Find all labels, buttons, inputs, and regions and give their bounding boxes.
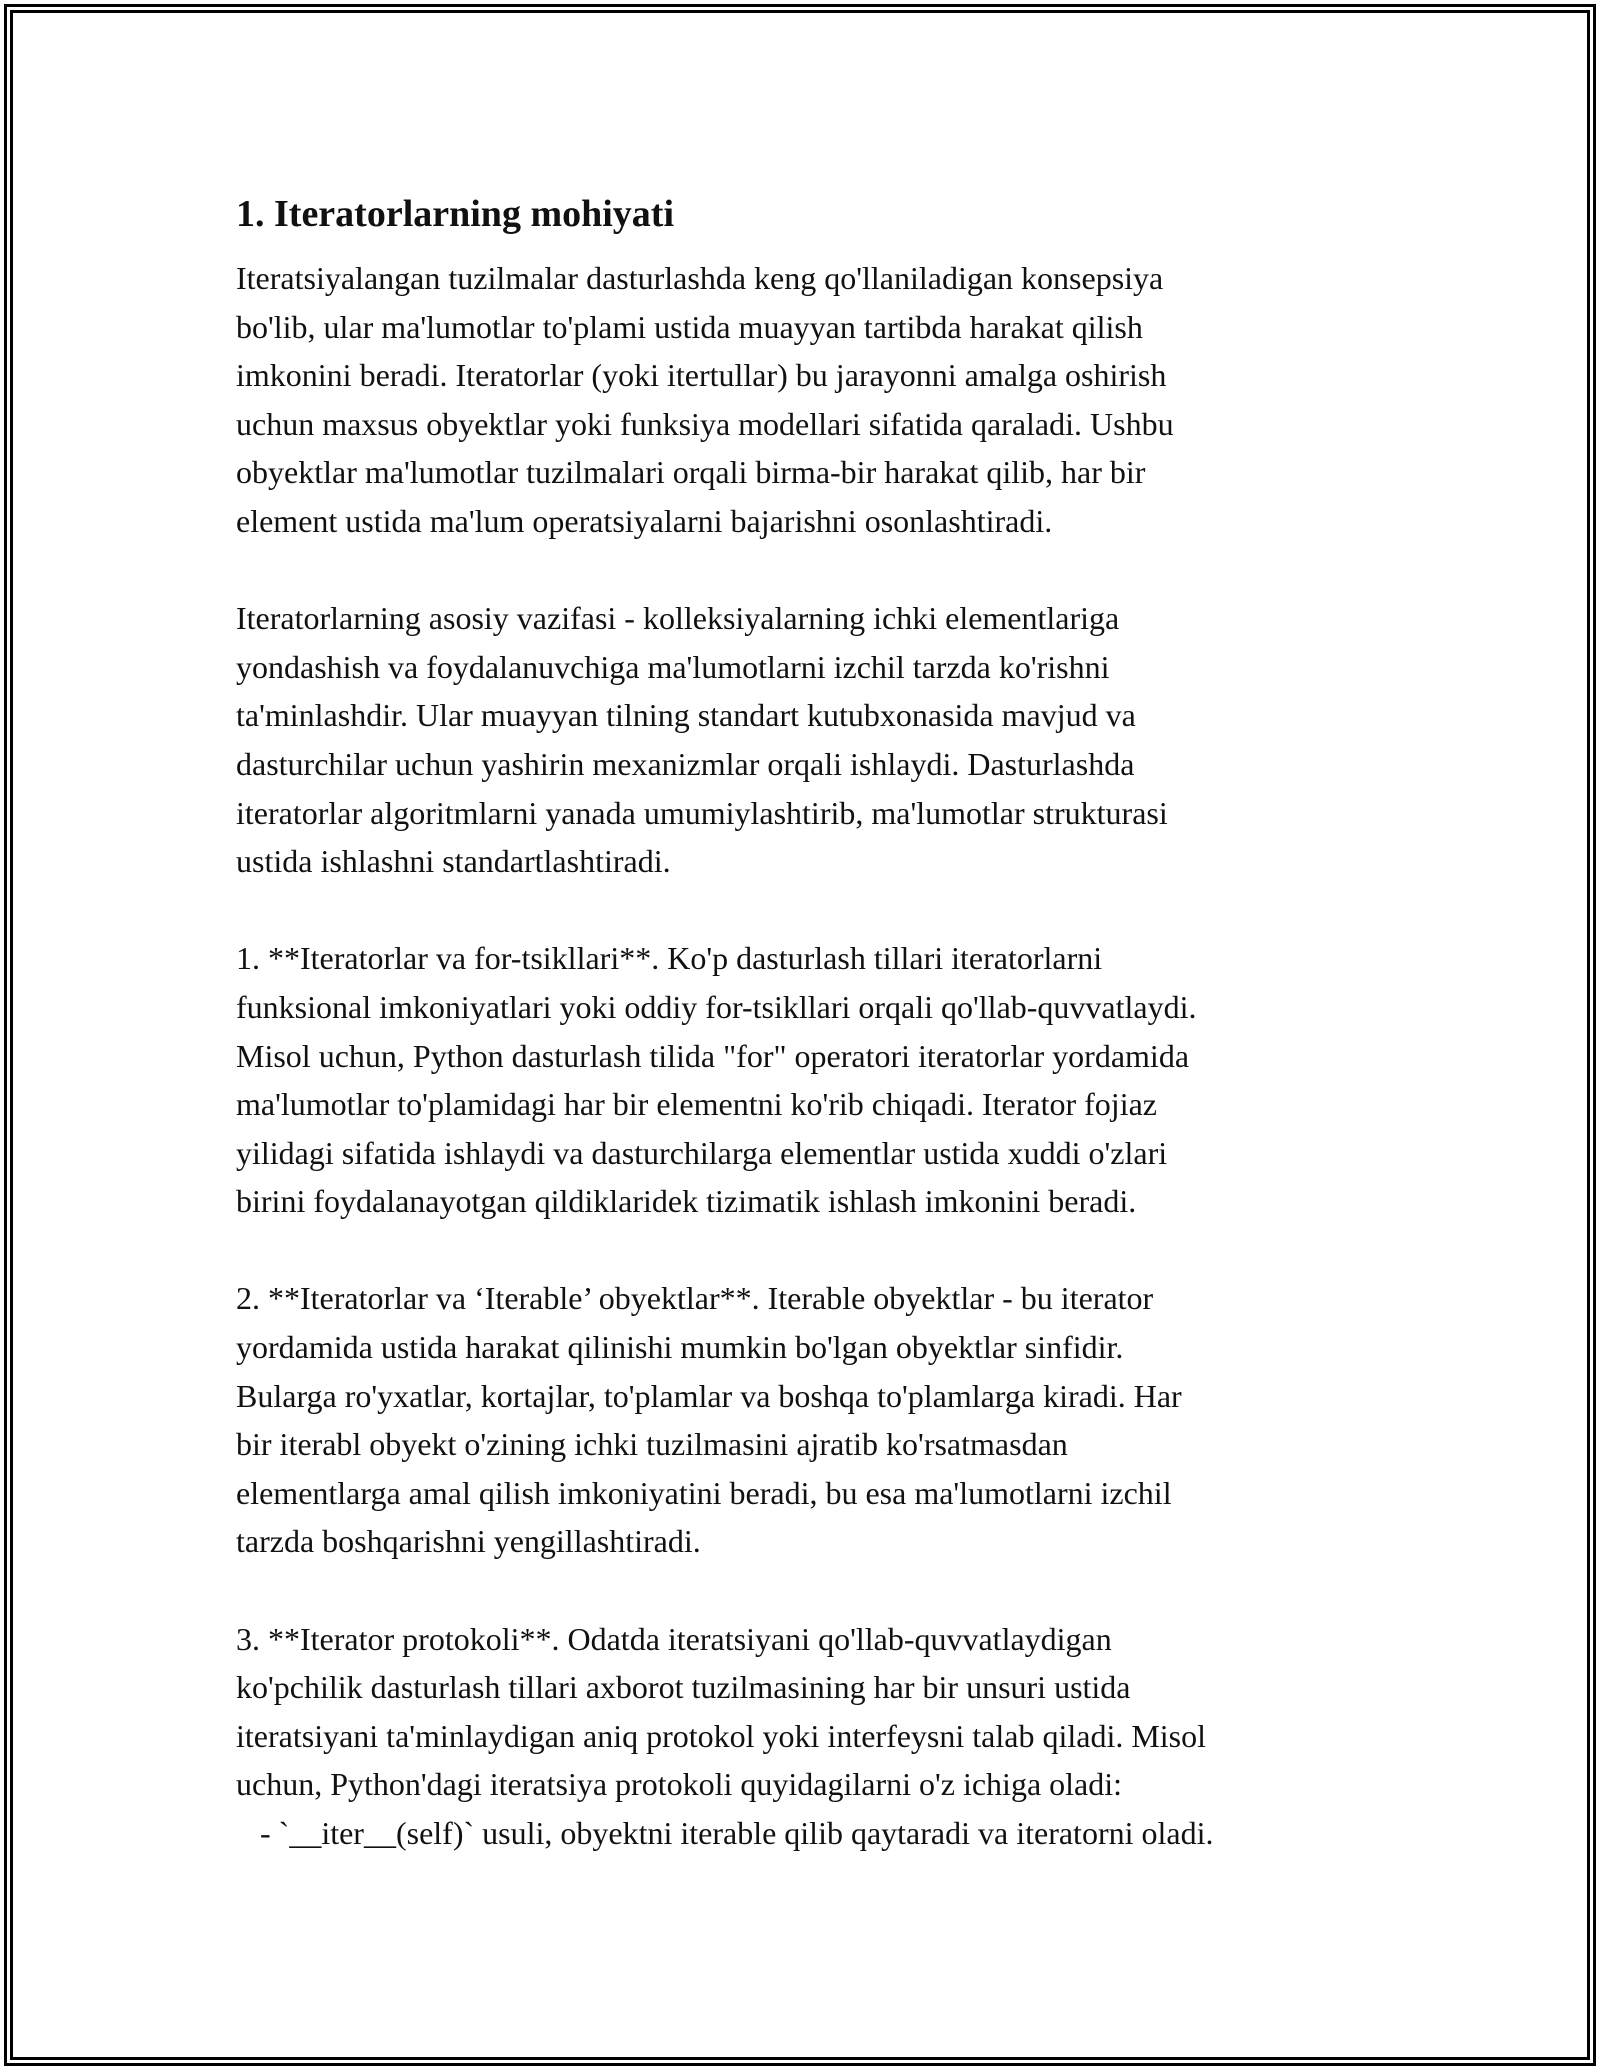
- document-body: [236, 186, 1396, 1858]
- paragraph-iterable-objects: 2. **Iteratorlar va ‘Iterable’ obyektlar**. Iterable obyektlar - bu iterator yordamida ustida harakat qilinishi mumkin bo'lgan obyektlar sinfidir. Bularga ro'yxatlar, kortajlar, to'plamlar va boshqa to'plamlarga kiradi. Har bir iterabl obyekt o'zining ichki tuzilmasini ajratib ko'rsatmasdan elementlarga amal qilish imkoniyatini beradi, bu esa ma'lumotlarni izchil tarzda boshqarishni yengillashtiradi.: [236, 1280, 1182, 1560]
- paragraph-intro: Iteratsiyalangan tuzilmalar dasturlashda keng qo'llaniladigan konsepsiya bo'lib, ular ma'lumotlar to'plami ustida muayyan tartibda harakat qilish imkonini beradi. Iteratorlar (yoki itertullar) bu jarayonni amalga oshirish uchun maxsus obyektlar yoki funksiya modellari sifatida qaraladi. Ushbu obyektlar ma'lumotlar tuzilmalari orqali birma-bir harakat qilib, har bir element ustida ma'lum operatsiyalarni bajarishni osonlashtiradi.: [236, 260, 1174, 539]
- section-heading: 1. Iteratorlarning mohiyati: [236, 193, 675, 235]
- paragraph-for-loops: 1. **Iteratorlar va for-tsikllari**. Ko'p dasturlash tillari iteratorlarni funksional imkoniyatlari yoki oddiy for-tsikllari orqali qo'llab-quvvatlaydi. Misol uchun, Python dasturlash tilida "for" operatori iteratorlar yordamida ma'lumotlar to'plamidagi har bir elementni ko'rib chiqadi. Iterator fojiaz yilidagi sifatida ishlaydi va dasturchilarga elementlar ustida xuddi o'zlari birini foydalanayotgan qildiklaridek tizimatik ishlash imkonini beradi.: [236, 940, 1197, 1220]
- bullet-iter-method: - `__iter__(self)` usuli, obyektni iterable qilib qaytaradi va iteratorni oladi.: [260, 1815, 1214, 1851]
- paragraph-purpose: Iteratorlarning asosiy vazifasi - kolleksiyalarning ichki elementlariga yondashish va foydalanuvchiga ma'lumotlarni izchil tarzda ko'rishni ta'minlashdir. Ular muayyan tilning standart kutubxonasida mavjud va dasturchilar uchun yashirin mexanizmlar orqali ishlaydi. Dasturlashda iteratorlar algoritmlarni yanada umumiylashtirib, ma'lumotlar strukturasi ustida ishlashni standartlashtiradi.: [236, 600, 1168, 880]
- paragraph-iterator-protocol: [236, 1615, 1396, 1858]
- paragraph-iterator-protocol-text: 3. **Iterator protokoli**. Odatda iteratsiyani qo'llab-quvvatlaydigan ko'pchilik dasturlash tillari axborot tuzilmasining har bir unsuri ustida iteratsiyani ta'minlaydigan aniq protokol yoki interfeysni talab qiladi. Misol uchun, Python'dagi iteratsiya protokoli quyidagilarni o'z ichiga oladi:: [236, 1620, 1207, 1803]
